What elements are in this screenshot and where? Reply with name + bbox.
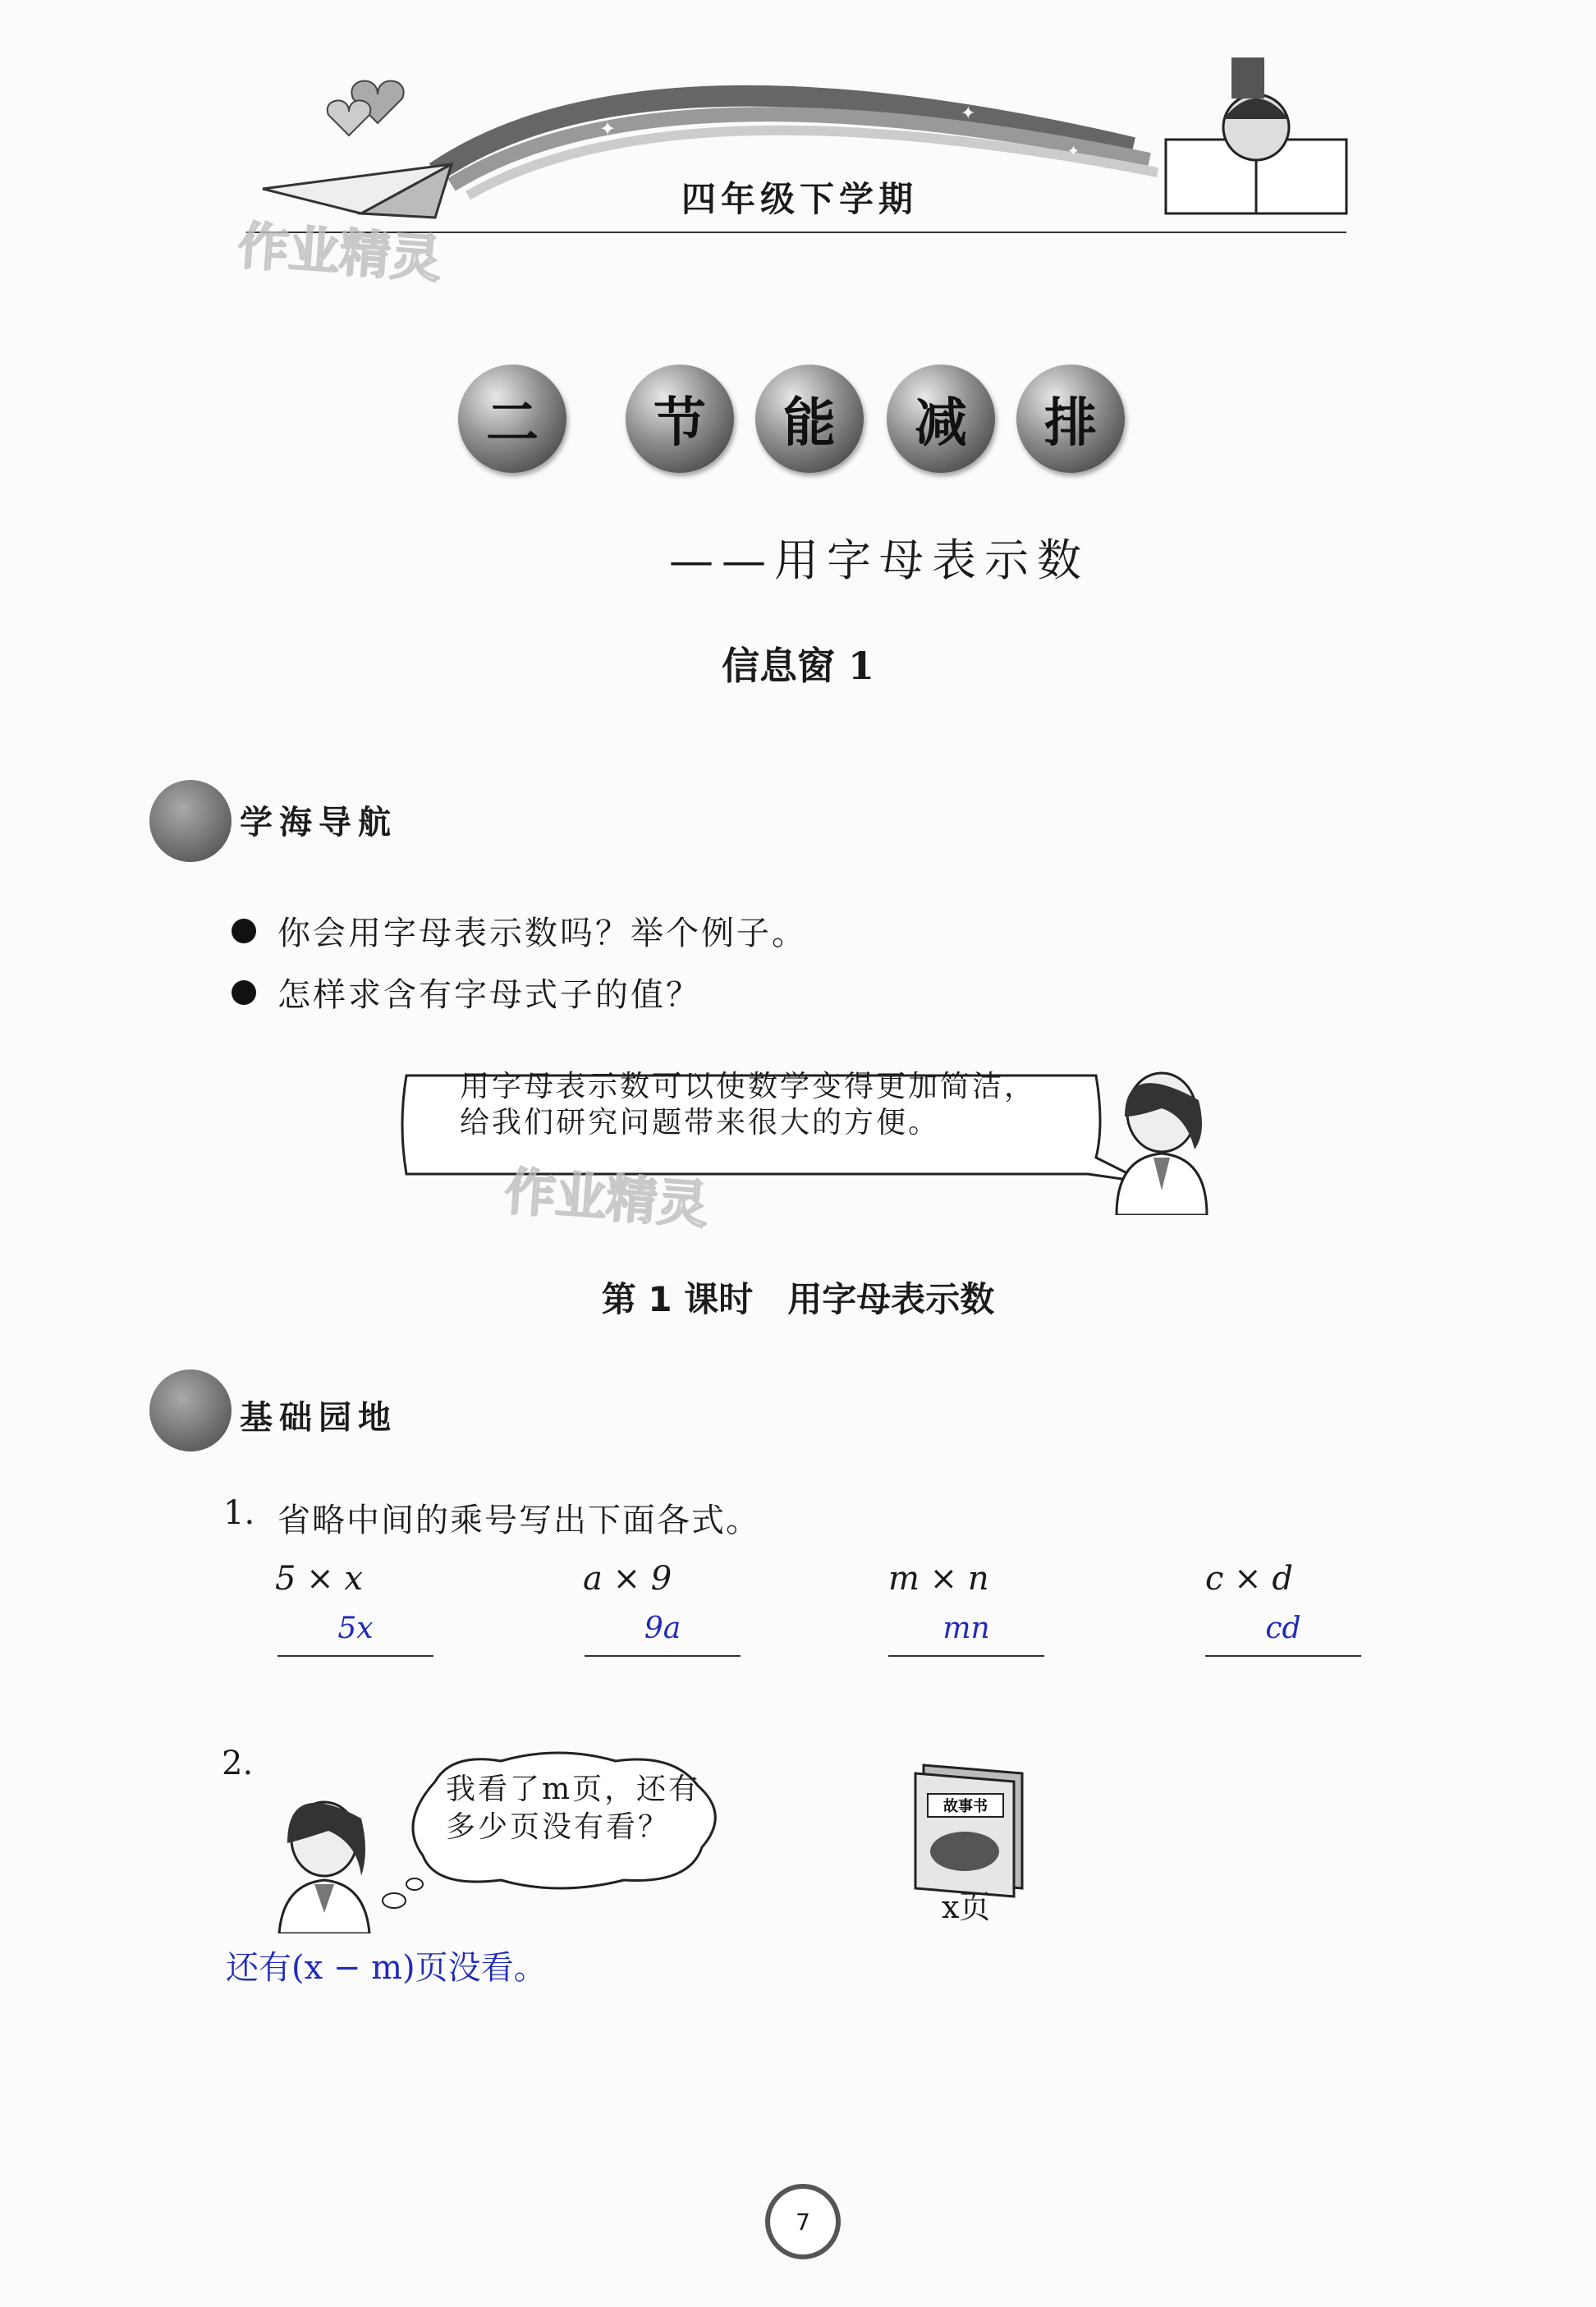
q1-expr-1: 5 × x: [275, 1560, 363, 1598]
basics-heading: 基础园地: [240, 1399, 397, 1437]
storybook-illustration: [907, 1757, 1030, 1901]
basics-icon: [149, 1369, 232, 1452]
title-ball-1: 二: [458, 365, 566, 473]
q2-number: 2.: [222, 1745, 254, 1782]
q2-answer[interactable]: 还有(x − m)页没看。: [226, 1949, 547, 1987]
bullet-dot: [232, 919, 256, 943]
guide-bullet-text: 怎样求含有字母式子的值？: [277, 976, 701, 1014]
q1-answer-3[interactable]: mn: [942, 1612, 990, 1645]
title-ball-5: 排: [1016, 365, 1125, 473]
q1-prompt: 省略中间的乘号写出下面各式。: [277, 1502, 760, 1539]
guide-speech-line-1: 用字母表示数可以使数学变得更加简洁，: [460, 1070, 1037, 1103]
q2-speech-line-1: 我看了m页，还有: [446, 1773, 701, 1806]
q1-answer-line-3: [888, 1655, 1044, 1657]
svg-text:✦: ✦: [1067, 143, 1080, 160]
bullet-dot: [232, 980, 256, 1005]
q1-answer-1[interactable]: 5x: [337, 1612, 374, 1645]
q1-answer-line-2: [585, 1655, 741, 1657]
q2-speech-line-2: 多少页没有看？: [446, 1810, 671, 1844]
svg-text:✦: ✦: [961, 103, 976, 124]
title-ball-3: 能: [755, 365, 864, 473]
guide-bullet-text: 你会用字母表示数吗？举个例子。: [277, 915, 807, 952]
q1-answer-4[interactable]: cd: [1265, 1612, 1301, 1645]
watermark: 作业精灵: [502, 1161, 710, 1236]
q1-expr-2: a × 9: [583, 1560, 672, 1598]
q1-number: 1.: [223, 1494, 255, 1532]
page-number: 7: [765, 2184, 841, 2259]
title-ball-2: 节: [626, 365, 734, 473]
storybook-title: 故事书: [943, 1798, 988, 1815]
guide-bullet-2: [232, 969, 701, 1016]
term-label: 四年级下学期: [681, 179, 919, 219]
window-title: 信息窗 1: [721, 644, 875, 688]
q1-answer-line-1: [277, 1655, 433, 1657]
q1-expr-3: m × n: [888, 1560, 989, 1598]
guide-heading: 学海导航: [240, 804, 397, 842]
unit-subtitle: ——用字母表示数: [669, 534, 1089, 586]
storybook-label: x页: [942, 1889, 991, 1925]
q1-expr-4: c × d: [1205, 1560, 1293, 1598]
guide-icon: [149, 780, 232, 862]
lesson-title: 第 1 课时 用字母表示数: [601, 1279, 995, 1319]
guide-speech-line-2: 给我们研究问题带来很大的方便。: [460, 1106, 941, 1140]
teacher-illustration: [1084, 1067, 1231, 1215]
watermark: 作业精灵: [236, 215, 443, 290]
guide-bullet-1: [232, 907, 807, 954]
svg-text:✦: ✦: [599, 117, 617, 140]
q1-answer-line-4: [1205, 1655, 1361, 1657]
q1-answer-2[interactable]: 9a: [644, 1612, 681, 1645]
title-ball-4: 减: [887, 365, 995, 473]
